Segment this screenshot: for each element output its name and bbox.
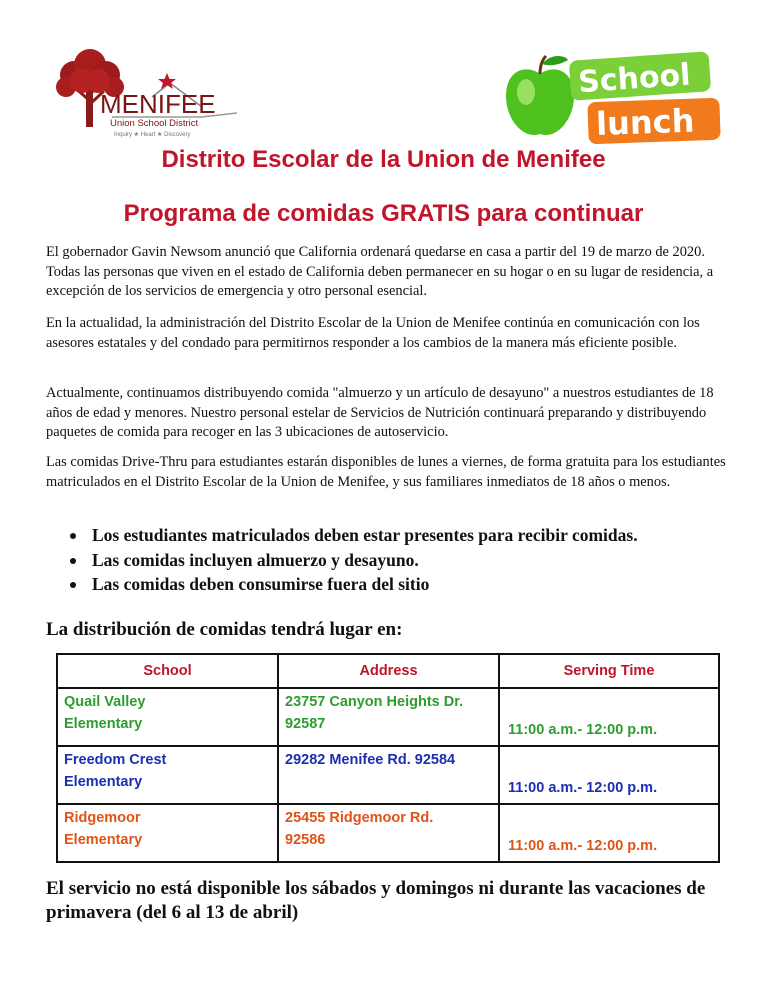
table-header-row: [57, 654, 719, 688]
footer-notice: El servicio no está disponible los sábados y domingos ni durante las vacaciones de primavera (del 6 al 13 de abril): [46, 878, 706, 923]
paragraph-distribution: Actualmente, continuamos distribuyendo comida "almuerzo y un artículo de desayuno" a nuestros estudiantes de 18 años de edad y menores. Nuestro personal estelar de Servicios de Nutrición continuará preparando y distribuyendo paquetes de comida para recoger en las 3 ubicaciones de autoservicio.: [46, 385, 714, 440]
menifee-subtitle: Union School District: [110, 118, 199, 129]
school-address: 25455 Ridgemoor Rd.: [285, 810, 434, 826]
paragraph-governor: El gobernador Gavin Newsom anunció que California ordenará quedarse en casa a partir del 19 de marzo de 2020. Todas las personas que viven en el estado de California deben permanecer en su hogar o en su lugar de residencia, a excepción de los servicios de emergencia y otro personal esencial.: [46, 244, 714, 299]
school-name: Freedom Crest: [64, 752, 167, 768]
bullet-icon: [70, 558, 76, 564]
list-item: Los estudiantes matriculados deben estar presentes para recibir comidas.: [68, 523, 638, 548]
school-lunch-wordmark: [569, 51, 721, 144]
school-address: 23757 Canyon Heights Dr.: [285, 694, 464, 710]
bullet-list: [68, 523, 638, 597]
paragraph-administration: En la actualidad, la administración del Distrito Escolar de la Union de Menifee continúa en comunicación con los asesores estatales y del condado para permitirnos responder a los cambios de la manera más eficiente posible.: [46, 315, 700, 351]
bullet-icon: [70, 533, 76, 539]
serving-time: 11:00 a.m.- 12:00 p.m.: [508, 838, 658, 854]
table-row: Ridgemoor Elementary 25455 Ridgemoor Rd. 92586 11:00 a.m.- 12:00 p.m.: [57, 804, 719, 862]
table-row: Freedom Crest Elementary 29282 Menifee Rd. 92584 11:00 a.m.- 12:00 p.m.: [57, 746, 719, 804]
serving-time: 11:00 a.m.- 12:00 p.m.: [508, 722, 658, 738]
bullet-icon: [70, 582, 76, 588]
lunch-word: lunch: [595, 101, 695, 144]
menifee-wordmark: MENIFEE: [100, 89, 216, 119]
school-address: 29282 Menifee Rd. 92584: [285, 752, 456, 768]
header-address: Address: [278, 654, 499, 688]
header-school: School: [57, 654, 278, 688]
schedule-table: [56, 653, 720, 863]
page-subtitle: Programa de comidas GRATIS para continuar: [123, 200, 644, 227]
menifee-tagline: Inquiry ★ Heart ★ Discovery: [114, 132, 191, 138]
page-title: Distrito Escolar de la Union de Menifee: [161, 146, 606, 173]
school-name: Ridgemoor: [64, 810, 141, 826]
star-icon: [158, 73, 176, 89]
serving-time: 11:00 a.m.- 12:00 p.m.: [508, 780, 658, 796]
school-word: School: [577, 57, 692, 101]
header-serving-time: Serving Time: [499, 654, 719, 688]
table-row: Quail Valley Elementary 23757 Canyon Heights Dr. 92587 11:00 a.m.- 12:00 p.m.: [57, 688, 719, 746]
menifee-logo: [52, 45, 247, 140]
paragraph-drive-thru: Las comidas Drive-Thru para estudiantes estarán disponibles de lunes a viernes, de forma gratuita para los estudiantes matriculados en el Distrito Escolar de la Union de Menifee, y sus familiares inmediatos de 18 años o menos.: [46, 454, 726, 490]
school-name: Quail Valley: [64, 694, 146, 710]
apple-icon: [506, 56, 574, 135]
school-lunch-logo: [500, 48, 725, 148]
list-item: Las comidas incluyen almuerzo y desayuno.: [68, 548, 638, 573]
distribution-heading: La distribución de comidas tendrá lugar en:: [46, 619, 403, 640]
list-item: Las comidas deben consumirse fuera del sitio: [68, 572, 638, 597]
